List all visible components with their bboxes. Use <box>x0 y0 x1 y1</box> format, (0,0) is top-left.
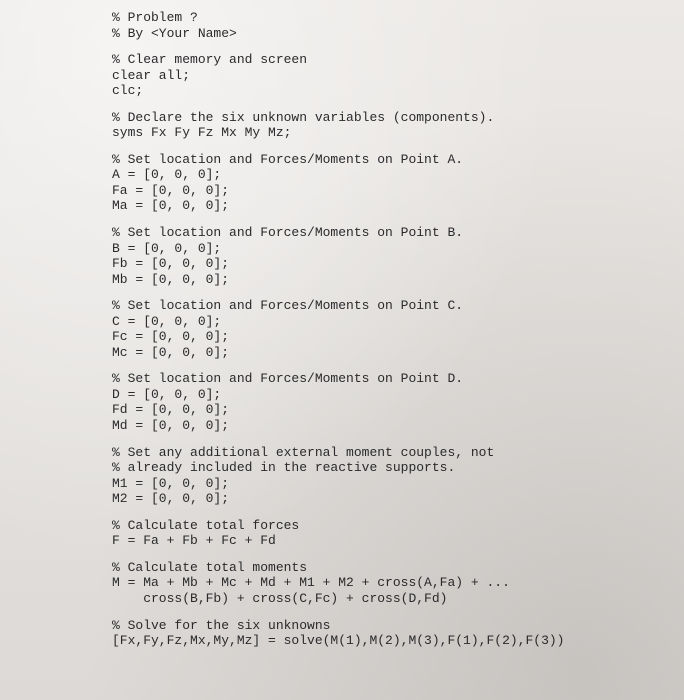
blank-line <box>112 507 564 518</box>
code-line: Mc = [0, 0, 0]; <box>112 344 230 360</box>
comment-line: % Problem ? <box>112 10 198 25</box>
code-line: cross(B,Fb) + cross(C,Fc) + cross(D,Fd) <box>112 590 448 606</box>
comment-line: % Clear memory and screen <box>112 52 308 68</box>
blank-line <box>112 99 564 110</box>
code-line: M = Ma + Mb + Mc + Md + M1 + M2 + cross(A,Fa) + ... <box>112 575 510 591</box>
code-line: Fc = [0, 0, 0]; <box>112 329 230 345</box>
code-line: Md = [0, 0, 0]; <box>112 418 230 434</box>
comment-line: % Declare the six unknown variables (components). <box>112 109 495 125</box>
code-line: Fb = [0, 0, 0]; <box>112 256 230 272</box>
comment-line: % Set location and Forces/Moments on Point A. <box>112 151 464 167</box>
blank-line <box>112 360 564 371</box>
comment-line: % Calculate total forces <box>112 517 300 533</box>
comment-line: % already included in the reactive supports. <box>112 460 456 476</box>
blank-line <box>112 434 564 445</box>
code-line: clear all; <box>112 67 191 83</box>
code-line: B = [0, 0, 0]; <box>112 240 222 256</box>
code-line: Fa = [0, 0, 0]; <box>112 182 230 198</box>
code-line: syms Fx Fy Fz Mx My Mz; <box>112 125 292 141</box>
code-line: M1 = [0, 0, 0]; <box>112 475 230 491</box>
code-line: clc; <box>112 83 144 99</box>
blank-line <box>112 41 564 52</box>
code-line: D = [0, 0, 0]; <box>112 386 222 402</box>
code-line: Fd = [0, 0, 0]; <box>112 402 230 418</box>
comment-line: % By <Your Name> <box>112 25 237 41</box>
comment-line: % Set location and Forces/Moments on Point D. <box>112 371 464 387</box>
blank-line <box>112 141 564 152</box>
blank-line <box>112 214 564 225</box>
comment-line: % Calculate total moments <box>112 559 308 575</box>
blank-line <box>112 549 564 560</box>
comment-line: % Set location and Forces/Moments on Point C. <box>112 298 464 314</box>
code-line: A = [0, 0, 0]; <box>112 167 222 183</box>
matlab-code-listing <box>112 10 564 649</box>
code-line: Ma = [0, 0, 0]; <box>112 198 230 214</box>
comment-line: % Set any additional external moment couples, not <box>112 444 495 460</box>
code-line: F = Fa + Fb + Fc + Fd <box>112 533 276 549</box>
comment-line: % Set location and Forces/Moments on Point B. <box>112 225 464 241</box>
blank-line <box>112 607 564 618</box>
code-line: M2 = [0, 0, 0]; <box>112 491 230 507</box>
blank-line <box>112 287 564 298</box>
code-line: [Fx,Fy,Fz,Mx,My,Mz] = solve(M(1),M(2),M(3),F(1),F(2),F(3)) <box>112 633 565 649</box>
code-line: Mb = [0, 0, 0]; <box>112 271 230 287</box>
comment-line: % Solve for the six unknowns <box>112 617 331 633</box>
code-line: C = [0, 0, 0]; <box>112 313 222 329</box>
